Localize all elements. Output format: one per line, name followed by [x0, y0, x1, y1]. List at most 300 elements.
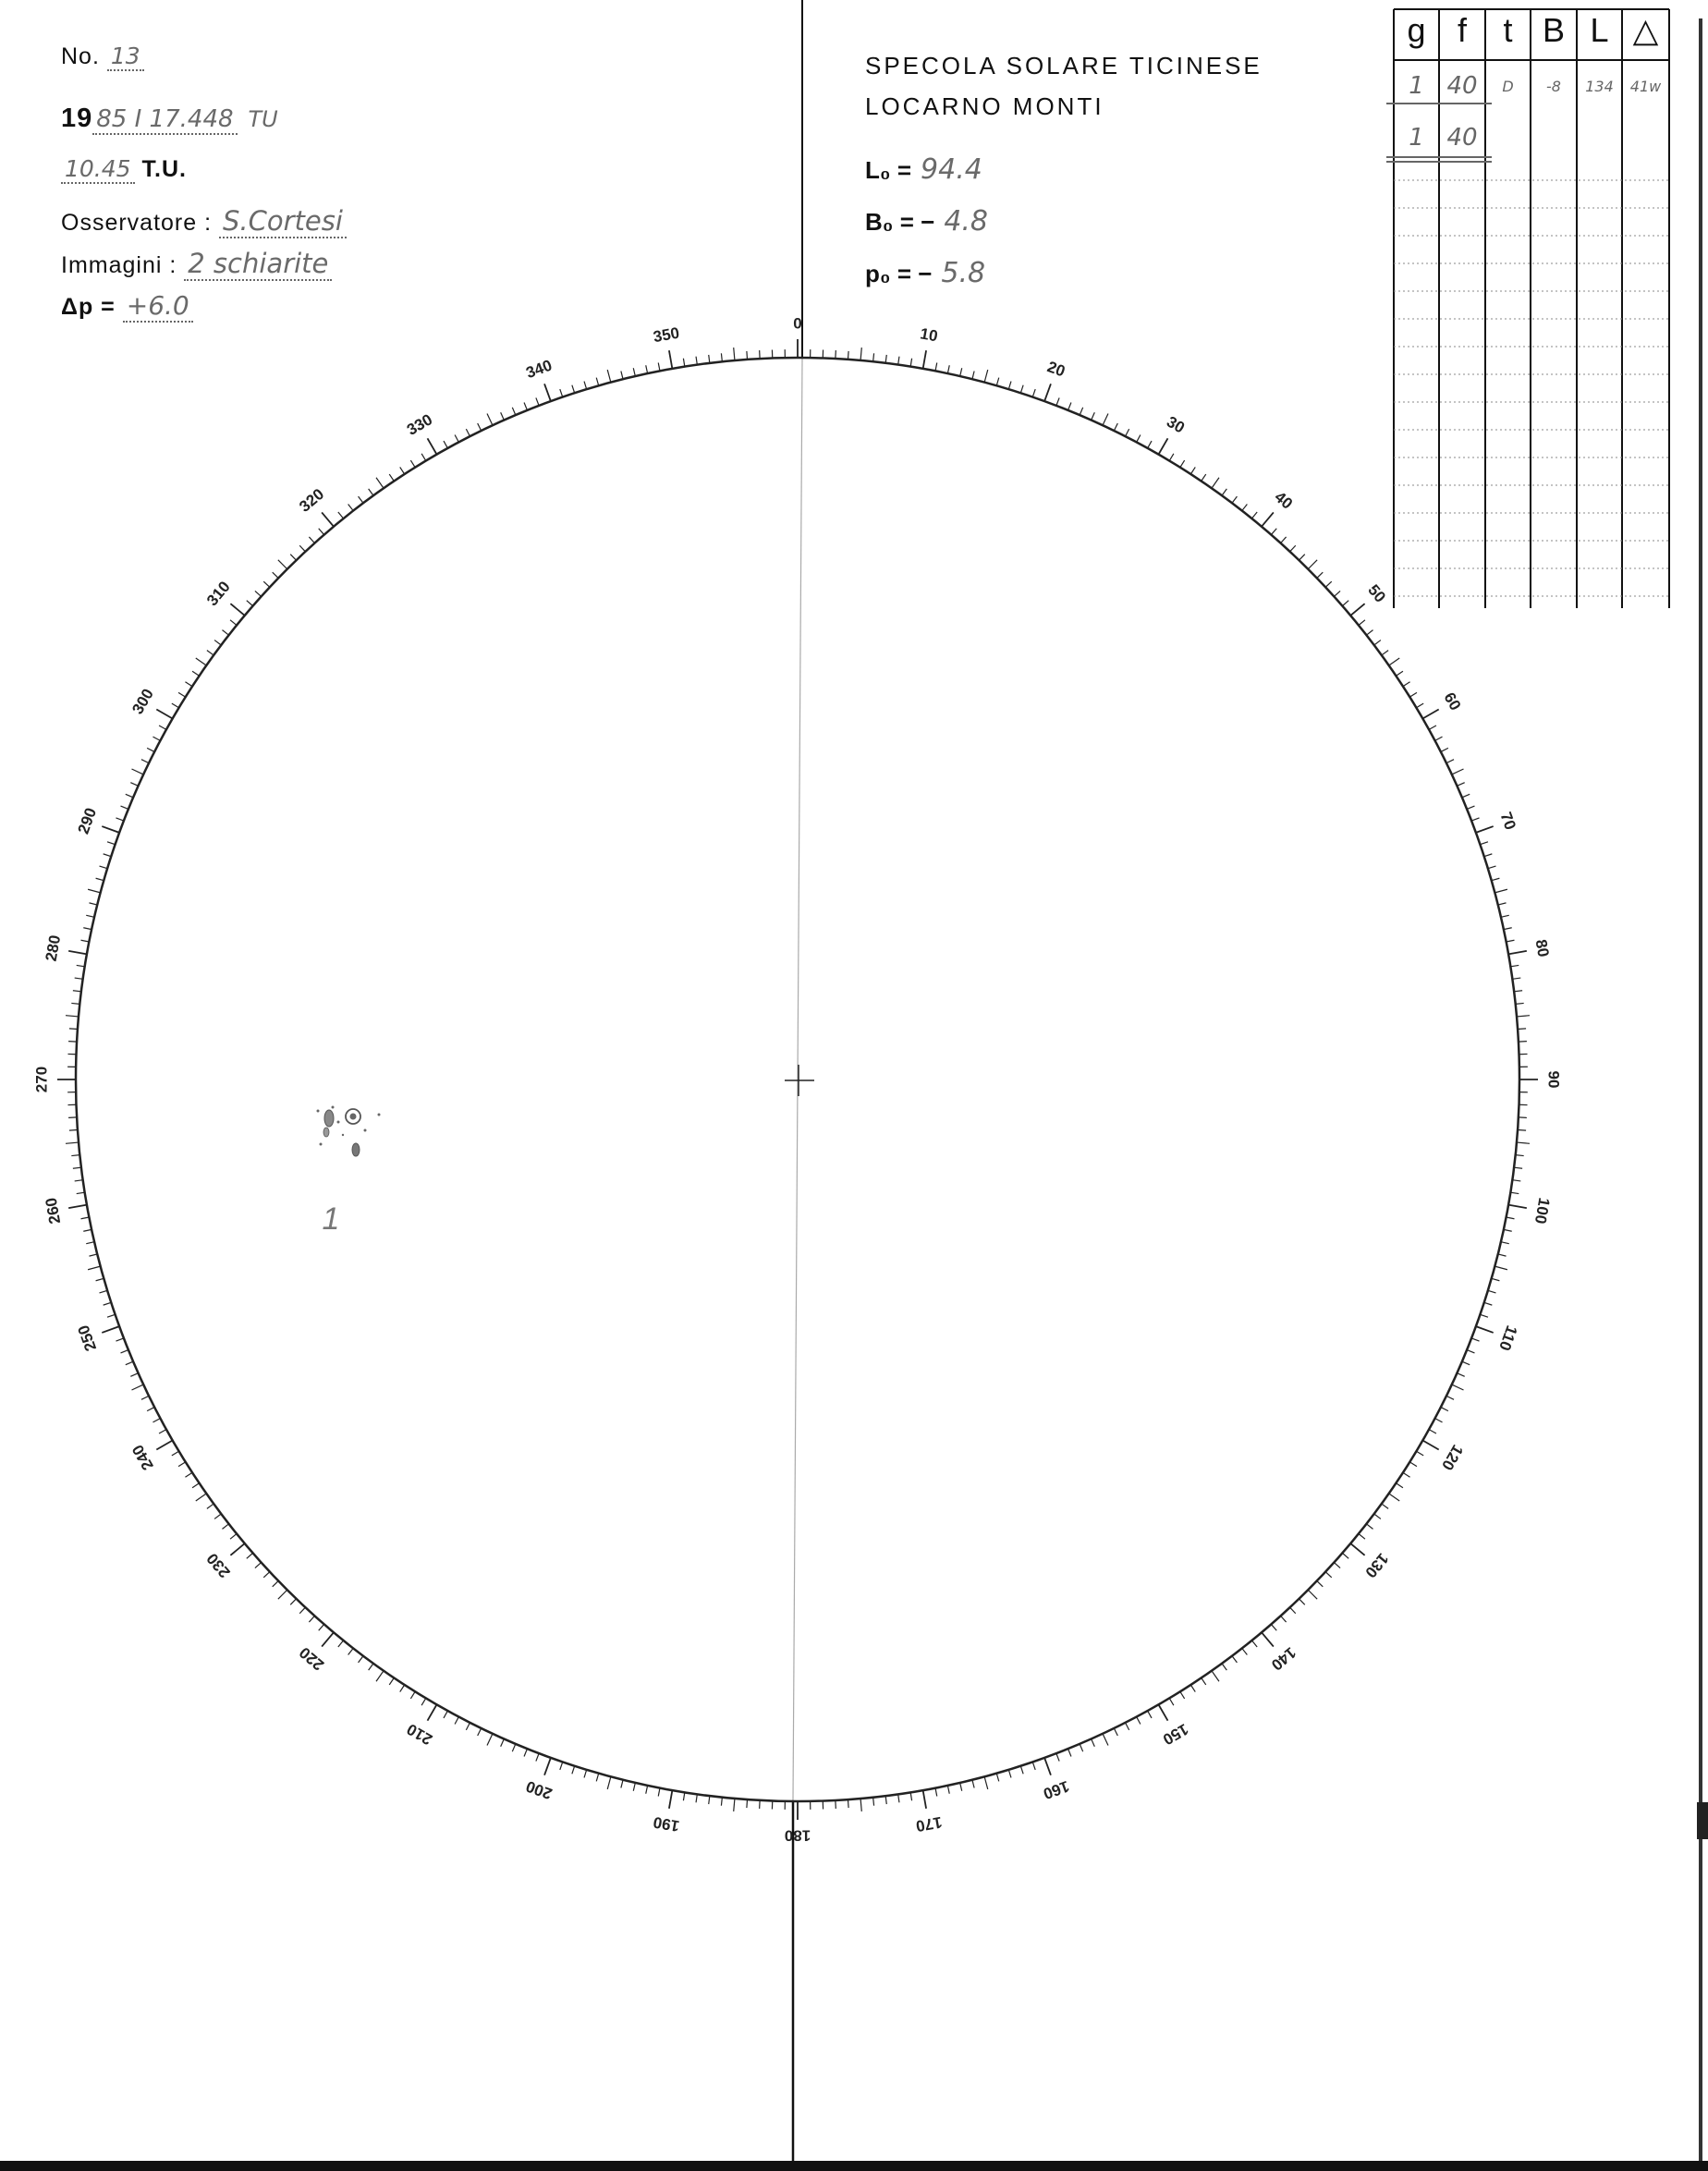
scale-tick — [960, 368, 962, 376]
scale-tick — [1403, 682, 1410, 687]
scale-tick — [1422, 710, 1438, 719]
scale-tick — [400, 1685, 405, 1692]
scale-tick — [1325, 581, 1332, 587]
scale-tick — [1334, 1563, 1340, 1568]
scale-tick — [455, 1717, 458, 1725]
scale-tick — [1126, 429, 1129, 436]
scale-tick — [107, 1314, 116, 1317]
scale-tick — [1068, 403, 1071, 410]
scale-tick — [1262, 512, 1274, 526]
scale-tick — [607, 1776, 611, 1789]
scale-tick — [646, 1786, 648, 1794]
scale-tick — [1471, 818, 1479, 821]
scale-tick — [1516, 1155, 1524, 1156]
scale-tick — [102, 826, 119, 833]
scale-tick — [178, 1462, 186, 1467]
scale-tick — [1403, 1472, 1410, 1477]
table-cell: 40 — [1446, 72, 1478, 100]
report-number-value: 13 — [107, 43, 144, 71]
scale-tick — [536, 1753, 539, 1761]
images-value: 2 schiarite — [184, 248, 332, 281]
scale-tick — [646, 365, 648, 373]
scale-tick — [544, 1758, 551, 1775]
scale-tick — [196, 658, 206, 665]
scale-label: 50 — [1364, 580, 1389, 606]
scale-tick — [487, 1734, 493, 1746]
scale-tick — [1507, 940, 1515, 942]
scale-tick — [66, 1016, 79, 1017]
scale-tick — [389, 1677, 394, 1684]
L0-label: L₀ = — [865, 156, 912, 184]
scale-tick — [1308, 1590, 1317, 1599]
scale-tick — [410, 460, 415, 468]
scale-tick — [428, 438, 437, 454]
time-label: T.U. — [141, 156, 187, 182]
scale-tick — [1008, 382, 1011, 390]
scale-tick — [1350, 1543, 1364, 1555]
scale-tick — [1510, 1192, 1519, 1193]
scale-tick — [1467, 806, 1474, 809]
scale-label: 30 — [1164, 412, 1188, 437]
scale-label: 60 — [1440, 689, 1465, 714]
date-prefix: 19 — [61, 104, 93, 133]
scale-tick — [1416, 703, 1423, 708]
scale-tick — [1044, 1758, 1051, 1775]
scale-label: 290 — [74, 805, 101, 836]
scale-tick — [1441, 748, 1448, 751]
scale-tick — [996, 1774, 998, 1782]
scale-tick — [185, 682, 192, 687]
B0-label: B₀ = − — [865, 208, 935, 236]
scale-tick — [1325, 1572, 1332, 1578]
scale-tick — [121, 1350, 128, 1353]
scale-tick — [152, 737, 160, 740]
scale-tick — [77, 965, 85, 966]
table-cell: D — [1502, 78, 1514, 95]
scale-tick — [1429, 726, 1436, 729]
scale-label: 130 — [1361, 1549, 1393, 1581]
scale-tick — [1510, 965, 1519, 966]
observatory-name: SPECOLA SOLARE TICINESE — [865, 52, 1263, 79]
scale-tick — [984, 370, 988, 383]
scale-tick — [116, 818, 123, 821]
scale-tick — [290, 555, 296, 560]
scale-tick — [1308, 560, 1317, 569]
scale-tick — [1350, 604, 1364, 616]
scale-tick — [75, 1180, 83, 1181]
scale-tick — [1092, 412, 1095, 420]
scale-tick — [1429, 1430, 1436, 1433]
scale-tick — [1202, 474, 1206, 481]
scale-tick — [81, 940, 90, 942]
scale-tick — [130, 1373, 138, 1377]
scale-tick — [104, 854, 112, 857]
scale-tick — [572, 385, 575, 394]
table-header-2: t — [1503, 11, 1513, 49]
P0-value: 5.8 — [941, 257, 986, 289]
scale-tick — [359, 1656, 363, 1663]
scale-tick — [1462, 1361, 1470, 1365]
P0-label: p₀ = − — [865, 260, 933, 287]
scale-tick — [1148, 441, 1152, 448]
scale-tick — [83, 928, 92, 930]
scale-tick — [1148, 1711, 1152, 1718]
scale-tick — [910, 359, 911, 367]
scale-tick — [131, 769, 143, 774]
scale-tick — [683, 359, 684, 367]
scale-label: 160 — [1041, 1776, 1072, 1803]
scale-label: 340 — [523, 356, 555, 383]
scale-tick — [69, 1129, 78, 1130]
scale-tick — [1232, 1656, 1237, 1663]
scale-tick — [947, 365, 949, 373]
scale-label: 170 — [914, 1812, 944, 1836]
scale-tick — [478, 1728, 482, 1736]
scale-tick — [299, 1607, 305, 1614]
scale-tick — [621, 371, 623, 379]
table-header-5: △ — [1632, 11, 1659, 49]
observatory-location: LOCARNO MONTI — [865, 92, 1104, 120]
scale-tick — [596, 378, 598, 386]
scale-label: 210 — [403, 1720, 436, 1749]
scale-tick — [152, 1419, 160, 1422]
scale-tick — [1409, 1462, 1417, 1467]
scale-tick — [1103, 413, 1108, 425]
scale-tick — [1484, 1302, 1493, 1305]
observer-value: S.Cortesi — [219, 205, 347, 238]
scale-tick — [410, 1691, 415, 1699]
scale-tick — [898, 357, 899, 365]
scale-tick — [214, 1514, 221, 1518]
scale-tick — [1180, 1691, 1185, 1699]
scale-tick — [1494, 1266, 1507, 1270]
scale-tick — [230, 604, 244, 616]
scale-tick — [1517, 1016, 1530, 1017]
scale-tick — [984, 1776, 988, 1789]
scale-tick — [1251, 512, 1257, 518]
scale-tick — [1476, 1326, 1494, 1333]
observer-label: Osservatore : — [61, 210, 213, 236]
scale-tick — [1374, 640, 1381, 645]
scale-tick — [207, 1504, 214, 1508]
scale-tick — [192, 1483, 199, 1488]
scale-tick — [348, 504, 354, 510]
scale-tick — [89, 903, 97, 905]
scale-tick — [923, 350, 926, 369]
scale-tick — [1020, 1766, 1023, 1775]
scale-tick — [100, 866, 108, 869]
scale-label: 260 — [42, 1196, 65, 1226]
scale-tick — [1508, 951, 1527, 954]
scale-tick — [247, 601, 253, 606]
scale-tick — [290, 1599, 296, 1604]
scale-label: 140 — [1267, 1643, 1299, 1675]
scale-tick — [247, 1553, 253, 1558]
scale-tick — [1080, 408, 1083, 415]
scale-tick — [255, 591, 262, 596]
scale-tick — [131, 1384, 143, 1390]
scale-tick — [121, 806, 128, 809]
scale-tick — [633, 1783, 635, 1791]
scale-tick — [683, 1792, 684, 1800]
scale-tick — [68, 1205, 87, 1208]
scale-tick — [1212, 1671, 1219, 1681]
scale-tick — [299, 545, 305, 552]
table-header-0: g — [1407, 11, 1426, 49]
edge-mark — [1697, 1802, 1708, 1839]
scale-tick — [322, 1632, 334, 1646]
scale-tick — [421, 454, 426, 461]
scale-tick — [1516, 1003, 1524, 1004]
scale-tick — [1169, 1698, 1174, 1705]
scale-tick — [322, 512, 334, 526]
scale-tick — [369, 489, 373, 495]
scale-tick — [621, 1780, 623, 1788]
scale-tick — [885, 1796, 886, 1804]
scale-tick — [1480, 1314, 1488, 1317]
scale-label: 120 — [1438, 1441, 1467, 1474]
scale-tick — [1492, 878, 1500, 880]
scale-tick — [560, 389, 563, 397]
scale-tick — [584, 382, 587, 390]
scale-tick — [935, 1788, 937, 1797]
scale-tick — [156, 710, 172, 719]
scale-tick — [104, 1302, 112, 1305]
scale-tick — [935, 363, 937, 372]
scale-label: 270 — [32, 1066, 51, 1093]
scale-tick — [1342, 601, 1348, 606]
scale-tick — [1359, 620, 1365, 626]
scale-tick — [1159, 438, 1168, 454]
scale-tick — [1452, 769, 1464, 774]
scale-tick — [524, 403, 527, 410]
scale-tick — [273, 572, 278, 578]
scale-tick — [1462, 794, 1470, 798]
scale-tick — [658, 363, 660, 372]
scale-tick — [1299, 555, 1305, 560]
scale-tick — [885, 355, 886, 363]
scale-label: 330 — [403, 410, 436, 439]
scale-label: 350 — [652, 323, 681, 347]
scale-tick — [1494, 889, 1507, 893]
scale-tick — [230, 620, 237, 626]
scale-tick — [1382, 651, 1388, 655]
scale-tick — [126, 1361, 133, 1365]
scale-label: 110 — [1495, 1323, 1521, 1353]
scale-tick — [1271, 1624, 1276, 1630]
scale-tick — [444, 1711, 447, 1718]
table-cell: 41w — [1629, 78, 1662, 95]
scale-tick — [1159, 1704, 1168, 1720]
scale-tick — [1114, 423, 1117, 431]
date-value: 85 I 17.448 — [92, 105, 237, 135]
scale-tick — [369, 1664, 373, 1670]
bottom-edge — [0, 2161, 1708, 2171]
scale-tick — [1501, 1242, 1509, 1244]
scale-tick — [501, 412, 505, 420]
scale-tick — [1080, 1744, 1083, 1751]
scale-tick — [658, 1788, 660, 1797]
scale-tick — [455, 434, 458, 442]
scale-tick — [400, 467, 405, 474]
scale-tick — [421, 1698, 426, 1705]
scale-tick — [348, 1648, 354, 1654]
scale-tick — [1222, 1664, 1226, 1670]
scale-tick — [1512, 978, 1520, 979]
scale-tick — [747, 1799, 748, 1808]
scale-tick — [263, 581, 270, 587]
scale-tick — [88, 889, 101, 893]
scale-tick — [102, 1326, 119, 1333]
scale-tick — [1056, 397, 1059, 405]
scale-tick — [278, 1590, 287, 1599]
scale-tick — [1457, 1373, 1464, 1377]
scale-tick — [860, 1799, 861, 1811]
scale-tick — [721, 353, 722, 361]
scale-label: 300 — [128, 685, 157, 718]
scale-tick — [86, 1242, 94, 1244]
scale-tick — [734, 348, 735, 360]
scale-tick — [159, 1430, 166, 1433]
scale-tick — [338, 512, 344, 518]
scale-tick — [669, 1790, 672, 1809]
scale-tick — [512, 408, 516, 415]
scale-tick — [1137, 1717, 1141, 1725]
scale-label: 70 — [1496, 810, 1519, 833]
table-header-3: B — [1542, 11, 1565, 49]
scale-tick — [1409, 692, 1417, 697]
scale-tick — [444, 441, 447, 448]
scale-tick — [147, 1408, 154, 1411]
scale-tick — [972, 1780, 974, 1788]
scale-tick — [73, 1167, 81, 1168]
scale-tick — [478, 423, 482, 431]
scale-label: 310 — [202, 578, 234, 610]
scale-tick — [466, 429, 470, 436]
scale-tick — [214, 640, 221, 645]
scale-tick — [1389, 658, 1399, 665]
scale-tick — [71, 1155, 79, 1156]
scale-tick — [873, 353, 874, 361]
sunspot-group — [317, 1106, 381, 1157]
scale-tick — [1366, 630, 1372, 636]
scale-tick — [501, 1738, 505, 1746]
scale-tick — [923, 1790, 926, 1809]
scale-tick — [709, 355, 710, 363]
scale-tick — [1103, 1734, 1108, 1746]
scale-tick — [376, 478, 384, 488]
scale-label: 280 — [42, 933, 65, 963]
report-number-label: No. — [61, 43, 100, 69]
scale-tick — [207, 651, 214, 655]
scale-tick — [1441, 1408, 1448, 1411]
scale-tick — [1517, 1142, 1530, 1143]
scale-label: 230 — [202, 1549, 234, 1581]
scale-tick — [389, 474, 394, 481]
scale-tick — [709, 1796, 710, 1804]
scale-tick — [910, 1792, 911, 1800]
scale-label: 20 — [1044, 358, 1068, 381]
scale-tick — [1334, 591, 1340, 596]
scale-tick — [1498, 1254, 1507, 1256]
table-cell: 134 — [1585, 78, 1614, 95]
scale-tick — [159, 726, 166, 729]
scale-tick — [1281, 537, 1287, 543]
scale-tick — [1020, 385, 1023, 394]
scale-label: 240 — [128, 1441, 157, 1474]
scale-tick — [584, 1770, 587, 1778]
scale-tick — [960, 1783, 962, 1791]
scale-tick — [1190, 1685, 1195, 1692]
scale-label: 190 — [652, 1812, 681, 1836]
scale-tick — [1504, 1229, 1512, 1231]
scale-tick — [1068, 1749, 1071, 1756]
scale-label: 150 — [1159, 1720, 1192, 1749]
scale-tick — [536, 397, 539, 405]
scale-tick — [278, 560, 287, 569]
scale-tick — [1452, 1384, 1464, 1390]
scale-tick — [1242, 504, 1248, 510]
scale-tick — [633, 368, 635, 376]
scale-tick — [81, 1217, 90, 1219]
scale-tick — [1190, 467, 1195, 474]
scale-tick — [73, 991, 81, 992]
scale-tick — [1396, 671, 1402, 676]
axis-inner-line — [793, 359, 802, 1800]
scale-tick — [696, 1794, 697, 1802]
scale-tick — [466, 1723, 470, 1730]
scale-tick — [1242, 1648, 1248, 1654]
scale-tick — [996, 378, 998, 386]
table-cell: 1 — [1409, 124, 1424, 152]
scale-tick — [69, 1029, 78, 1030]
scale-tick — [1169, 454, 1174, 461]
scale-tick — [1180, 460, 1185, 468]
scale-tick — [192, 671, 199, 676]
scale-tick — [1212, 478, 1219, 488]
scale-tick — [130, 783, 138, 787]
scale-tick — [66, 1142, 79, 1143]
scale-tick — [96, 1278, 104, 1280]
scale-tick — [524, 1749, 527, 1756]
scale-tick — [1202, 1677, 1206, 1684]
scale-tick — [1251, 1640, 1257, 1647]
scale-tick — [1488, 1290, 1496, 1293]
scale-tick — [898, 1794, 899, 1802]
scale-label: 100 — [1531, 1196, 1554, 1226]
scale-tick — [1032, 1762, 1035, 1770]
scale-tick — [222, 1524, 228, 1530]
scale-tick — [338, 1640, 344, 1647]
scale-label: 90 — [1544, 1070, 1563, 1089]
scale-tick — [96, 878, 104, 880]
scale-tick — [607, 370, 611, 383]
scale-tick — [747, 351, 748, 360]
delta-p-value: +6.0 — [123, 290, 193, 323]
scale-tick — [428, 1704, 437, 1720]
scale-tick — [185, 1472, 192, 1477]
scale-tick — [83, 1229, 92, 1231]
scale-tick — [1416, 1451, 1423, 1456]
scale-tick — [1032, 389, 1035, 397]
scale-tick — [1498, 903, 1507, 905]
scale-tick — [972, 371, 974, 379]
scale-tick — [1137, 434, 1141, 442]
scale-tick — [1222, 489, 1226, 495]
scale-tick — [1290, 545, 1296, 552]
scale-tick — [696, 357, 697, 365]
scale-tick — [1008, 1770, 1011, 1778]
